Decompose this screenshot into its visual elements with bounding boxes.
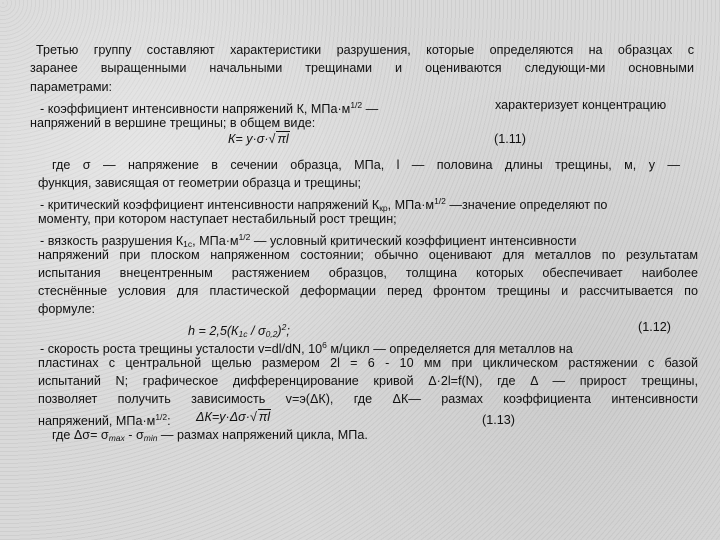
- formula-1-11: К= у·σ·√ πl (1.11): [228, 132, 526, 146]
- text-line-12: напряжений при плоском напряженном состоянии; обычно оценивают для металлов по результатам: [38, 248, 698, 262]
- text-line-19: испытаний N; графическое дифференцирование кривой Δ·2l=f(N), где Δ — прирост трещины,: [38, 374, 698, 388]
- text-line-14: стеснённые условия для пластической деформации перед фронтом трещины и рассчитывается по: [38, 284, 698, 298]
- text-line-11: - вязкость разрушения $К_{1с}$, $МПа\cdot м^{1/2}$ — условный критический коэффициент интенсивности: [40, 232, 577, 249]
- text-line-3: параметрами:: [30, 80, 113, 94]
- text-line-17: - скорость роста трещины усталости v=dl/dN, $10^6$ м/цикл — определяется для металлов на: [40, 340, 573, 356]
- text-line-21: напряжений, $МПа\cdot м^{1/2}$:: [38, 412, 171, 428]
- text-line-15: формуле:: [38, 302, 96, 316]
- formula-1-12: $h = 2,5(К_{1с} / \sigma_{0,2})^2$; (1.12): [188, 320, 671, 339]
- text-line-9: - критический коэффициент интенсивности напряжений $К_{кр}$, $МПа\cdot м^{1/2}$ —значение определяют по: [40, 196, 608, 213]
- text-line-5: напряжений в вершине трещины; в общем виде:: [30, 116, 316, 130]
- equation-number: (1.13): [482, 413, 515, 427]
- text-line-10: моменту, при котором наступает нестабильный рост трещин;: [38, 212, 397, 226]
- text-line-4: - коэффициент интенсивности напряжений К, $МПа\cdot м^{1/2}$ — характеризует концентрацию: [40, 98, 667, 116]
- equation-number: (1.11): [494, 132, 526, 146]
- text-line-13: испытания внецентренным растяжением образцов, толщина которых обеспечивает наиболее: [38, 266, 698, 280]
- equation-number: (1.12): [638, 320, 671, 334]
- text-line-1: Третью группу составляют характеристики разрушения, которые определяются на образцах с: [36, 43, 694, 57]
- text-line-18: пластинах с центральной щелью размером 2l = 6 - 10 мм при циклическом растяжении с базой: [38, 356, 698, 370]
- text-line-8: функция, зависящая от геометрии образца и трещины;: [38, 176, 362, 190]
- text-line-2: заранее выращенными начальными трещинами и оцениваются следующи-ми основными: [30, 61, 694, 75]
- text-line-7: где σ — напряжение в сечении образца, МПа, l — половина длины трещины, м, у —: [52, 158, 680, 172]
- formula-1-13: ΔК=у·Δσ·√ πl (1.13): [196, 410, 515, 427]
- text-line-23: где $\Delta\sigma= \sigma_{max} - \sigma_{min}$ — размах напряжений цикла, МПа.: [52, 428, 368, 443]
- text-line-20: позволяет получить зависимость v=э(ΔК), где ΔК— размах коэффициента интенсивности: [38, 392, 698, 406]
